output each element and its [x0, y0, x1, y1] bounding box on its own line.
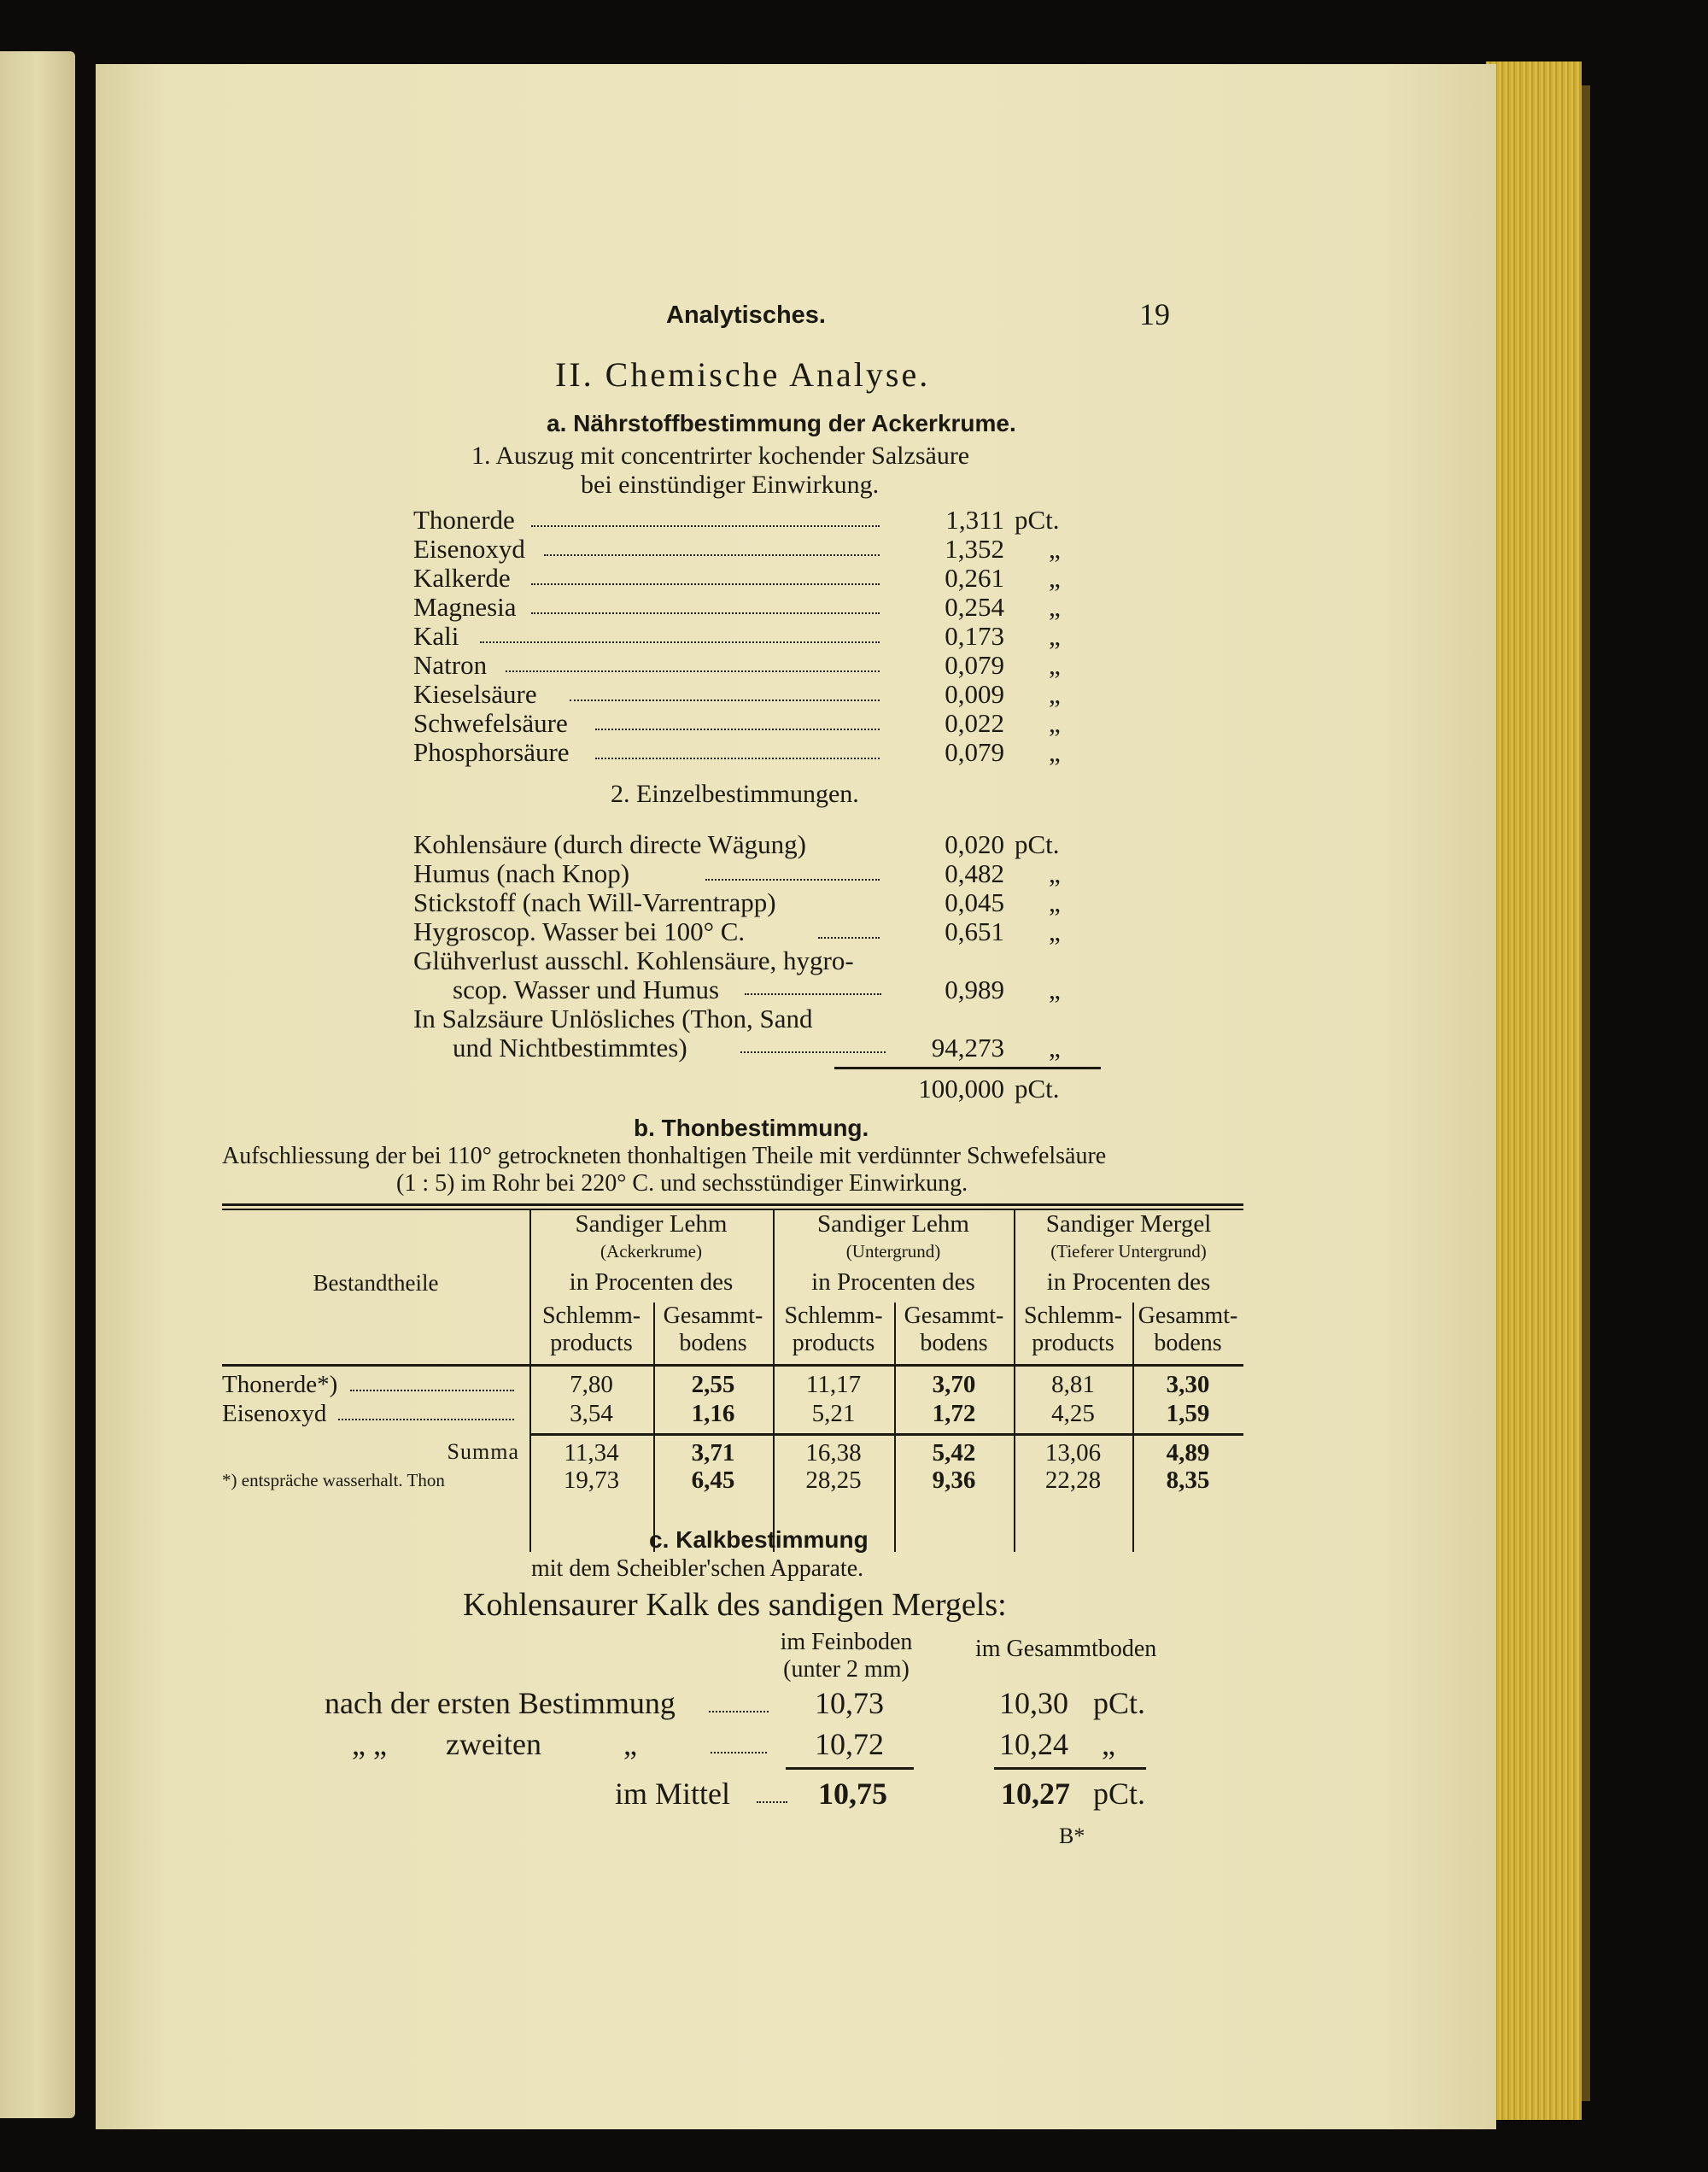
leader-dots — [709, 1711, 769, 1712]
table-value: 13,06 — [1044, 1439, 1102, 1467]
table-value: 3,70 — [932, 1371, 976, 1398]
total-value: 100,000 — [918, 1074, 1004, 1104]
table-value: 3,54 — [570, 1400, 613, 1427]
group-in-procenten: in Procenten des — [1046, 1268, 1211, 1296]
running-title: Analytisches. — [666, 302, 826, 329]
determination-value: 0,020 — [945, 829, 1004, 859]
nutrient-label: Schwefelsäure — [413, 708, 568, 738]
leader-dots — [506, 670, 880, 672]
nutrient-value: 0,079 — [945, 650, 1004, 680]
group-name: Sandiger Lehm — [817, 1210, 969, 1238]
table-value: 8,35 — [1166, 1467, 1210, 1494]
leader-dots — [544, 554, 880, 556]
leader-dots — [338, 1419, 514, 1420]
leader-dots — [480, 641, 880, 643]
gluh-unit: „ — [1049, 975, 1061, 1004]
table-value: 5,21 — [811, 1400, 856, 1427]
group-sub: (Untergrund) — [845, 1241, 941, 1262]
kalk-row2-ditto: „ „ — [352, 1727, 387, 1761]
table-value: 7,80 — [570, 1371, 613, 1398]
nutrient-label: Kalkerde — [413, 563, 511, 593]
nutrient-unit: „ — [1049, 679, 1061, 709]
table-value: 4,89 — [1166, 1439, 1210, 1467]
group-in-procenten: in Procenten des — [569, 1268, 734, 1296]
table-value: 28,25 — [805, 1467, 862, 1494]
book-page — [96, 64, 1496, 2129]
signature-mark: B* — [1059, 1824, 1085, 1848]
part-a-heading: a. Nährstoffbestimmung der Ackerkrume. — [547, 410, 1016, 436]
nutrient-label: Phosphorsäure — [413, 737, 570, 767]
kalk-row1-unit: pCt. — [1093, 1686, 1146, 1720]
section-title: II. Chemische Analyse. — [555, 355, 931, 394]
subcol-gesammt: bodens — [679, 1330, 747, 1356]
leader-dots — [757, 1801, 787, 1803]
table-top-rule — [222, 1203, 1243, 1206]
nutrient-unit: „ — [1049, 592, 1061, 622]
group-sub: (Tieferer Untergrund) — [1050, 1241, 1207, 1262]
nutrient-unit: „ — [1049, 708, 1061, 738]
nutrient-label: Magnesia — [413, 592, 517, 622]
leader-dots — [595, 758, 880, 759]
gluh-line2: scop. Wasser und Humus — [453, 975, 720, 1004]
leader-dots — [818, 937, 880, 939]
kalk-row1-label: nach der ersten Bestimmung — [325, 1686, 676, 1720]
group-in-procenten: in Procenten des — [811, 1268, 975, 1296]
leader-dots — [531, 612, 880, 614]
salz-line2: und Nichtbestimmtes) — [453, 1033, 687, 1063]
table-value: 1,59 — [1166, 1400, 1210, 1427]
part-b-heading: b. Thonbestimmung. — [634, 1115, 869, 1141]
table-header-rule — [222, 1364, 1243, 1367]
gluh-value: 0,989 — [945, 975, 1004, 1004]
subcol-gesammt: bodens — [920, 1330, 988, 1356]
kalk-row1-v2: 10,30 — [999, 1686, 1068, 1720]
nutrient-label: Eisenoxyd — [413, 534, 525, 564]
determination-unit: „ — [1049, 916, 1061, 946]
nutrient-unit: „ — [1049, 563, 1061, 593]
page-block-shadow — [1582, 85, 1590, 2101]
part-c-sub: mit dem Scheibler'schen Apparate. — [531, 1555, 864, 1582]
table-row-label: Eisenoxyd — [222, 1400, 327, 1427]
subcol-gesammt: Gesammt- — [663, 1303, 763, 1329]
table-row-label: Thonerde*) — [222, 1371, 338, 1398]
col-feinboden-line1: im Feinboden — [780, 1629, 913, 1655]
subcol-gesammt: bodens — [1154, 1330, 1222, 1356]
part-b-desc-line2: (1 : 5) im Rohr bei 220° C. und sechsstündiger Einwirkung. — [396, 1170, 968, 1197]
subcol-schlemm: Schlemm- — [1023, 1303, 1123, 1329]
group-sub: (Ackerkrume) — [600, 1241, 702, 1262]
leader-dots — [595, 729, 880, 730]
footnote-label: *) entspräche wasserhalt. Thon — [222, 1470, 445, 1490]
page-block-edges — [1486, 61, 1582, 2120]
leader-dots — [570, 700, 880, 701]
nutrient-value: 0,079 — [945, 737, 1004, 767]
part-a-sub1-line2: bei einstündiger Einwirkung. — [581, 471, 880, 499]
salz-unit: „ — [1049, 1033, 1061, 1063]
kalk-rule-1 — [786, 1767, 914, 1770]
table-value: 11,34 — [564, 1439, 619, 1467]
nutrient-value: 0,254 — [945, 592, 1004, 622]
table-value: 5,42 — [932, 1439, 976, 1467]
subcol-schlemm: products — [1032, 1330, 1114, 1356]
facing-page-edge — [0, 51, 75, 2118]
table-value: 9,36 — [932, 1467, 976, 1494]
group-name: Sandiger Lehm — [575, 1210, 728, 1238]
table-value: 3,71 — [691, 1439, 735, 1467]
kalk-row2-v1: 10,72 — [815, 1727, 884, 1761]
nutrient-unit: „ — [1049, 534, 1061, 564]
table-value: 11,17 — [805, 1371, 862, 1398]
nutrient-label: Natron — [413, 650, 488, 680]
determination-label: Hygroscop. Wasser bei 100° C. — [413, 916, 746, 946]
determination-value: 0,045 — [945, 887, 1004, 917]
table-value: 6,45 — [691, 1467, 735, 1494]
nutrient-value: 1,311 — [945, 505, 1004, 535]
nutrient-label: Thonerde — [413, 505, 515, 535]
leader-dots — [740, 1051, 886, 1053]
kalk-row2-ditto-2: „ — [623, 1727, 637, 1761]
part-a-sub2: 2. Einzelbestimmungen. — [611, 780, 859, 808]
table-value: 2,55 — [691, 1371, 735, 1398]
gluh-line1: Glühverlust ausschl. Kohlensäure, hygro- — [413, 945, 854, 975]
kalk-rule-2 — [994, 1767, 1146, 1770]
salz-value: 94,273 — [931, 1033, 1004, 1063]
subcol-gesammt: Gesammt- — [1138, 1303, 1238, 1329]
subcol-schlemm: products — [792, 1330, 875, 1356]
table-value: 1,16 — [691, 1400, 735, 1427]
nutrient-label: Kali — [413, 621, 459, 651]
subcol-schlemm: Schlemm- — [541, 1303, 641, 1329]
nutrient-value: 0,009 — [945, 679, 1004, 709]
nutrient-value: 0,022 — [945, 708, 1004, 738]
page-number: 19 — [1139, 297, 1170, 331]
col-gesammtboden: im Gesammtboden — [975, 1636, 1157, 1662]
leader-dots — [745, 993, 881, 995]
kalk-mean-v2: 10,27 — [1001, 1777, 1070, 1811]
table-value: 22,28 — [1044, 1467, 1102, 1494]
leader-dots — [531, 525, 880, 527]
nutrient-value: 0,173 — [945, 621, 1004, 651]
nutrient-label: Kieselsäure — [413, 679, 537, 709]
subcol-schlemm: products — [550, 1330, 633, 1356]
nutrient-unit: „ — [1049, 650, 1061, 680]
table-value: 4,25 — [1051, 1400, 1095, 1427]
table-value: 3,30 — [1166, 1371, 1210, 1398]
table-value: 19,73 — [563, 1467, 620, 1494]
leader-dots — [705, 879, 880, 881]
table-value: 8,81 — [1051, 1371, 1095, 1398]
kalk-mean-label: im Mittel — [615, 1777, 730, 1811]
kalk-mean-unit: pCt. — [1093, 1777, 1146, 1811]
total-unit: pCt. — [1015, 1074, 1060, 1104]
subcol-schlemm: Schlemm- — [784, 1303, 883, 1329]
determination-unit: „ — [1049, 887, 1061, 917]
determination-label: Stickstoff (nach Will-Varrentrapp) — [413, 887, 776, 917]
part-c-heading: c. Kalkbestimmung — [649, 1526, 869, 1553]
determination-value: 0,482 — [945, 858, 1004, 888]
salz-line1: In Salzsäure Unlösliches (Thon, Sand — [413, 1004, 813, 1033]
part-b-desc-line1: Aufschliessung der bei 110° getrockneten thonhaltigen Theile mit verdünnter Schwefelsäure — [222, 1143, 1107, 1169]
kalk-mean-v1: 10,75 — [818, 1777, 887, 1811]
kalk-row2-unit: „ — [1102, 1727, 1115, 1761]
summa-rule — [529, 1433, 1243, 1436]
table-value: 16,38 — [805, 1439, 862, 1467]
determination-unit: „ — [1049, 858, 1061, 888]
determination-label: Humus (nach Knop) — [413, 858, 630, 888]
summa-label: Summa — [447, 1439, 519, 1464]
nutrient-value: 0,261 — [945, 563, 1004, 593]
nutrient-unit: pCt. — [1015, 505, 1060, 535]
nutrient-unit: „ — [1049, 737, 1061, 767]
part-c-title: Kohlensaurer Kalk des sandigen Mergels: — [463, 1587, 1007, 1623]
leader-dots — [531, 583, 880, 585]
table-value: 1,72 — [932, 1400, 976, 1427]
nutrient-value: 1,352 — [945, 534, 1004, 564]
subcol-gesammt: Gesammt- — [904, 1303, 1004, 1329]
kalk-row1-v1: 10,73 — [815, 1686, 884, 1720]
column-header-bestandtheile: Bestandtheile — [313, 1270, 439, 1296]
nutrient-unit: „ — [1049, 621, 1061, 651]
determination-label: Kohlensäure (durch directe Wägung) — [413, 829, 806, 859]
determination-unit: pCt. — [1015, 829, 1060, 859]
part-a-sub1-line1: 1. Auszug mit concentrirter kochender Salzsäure — [471, 442, 970, 470]
determination-value: 0,651 — [945, 916, 1004, 946]
kalk-row2-v2: 10,24 — [999, 1727, 1068, 1761]
col-feinboden-line2: (unter 2 mm) — [783, 1656, 910, 1683]
group-name: Sandiger Mergel — [1045, 1210, 1212, 1238]
sum-rule — [834, 1067, 1101, 1069]
kalk-row2-label: zweiten — [446, 1727, 541, 1761]
leader-dots — [350, 1390, 514, 1391]
leader-dots — [711, 1752, 767, 1753]
